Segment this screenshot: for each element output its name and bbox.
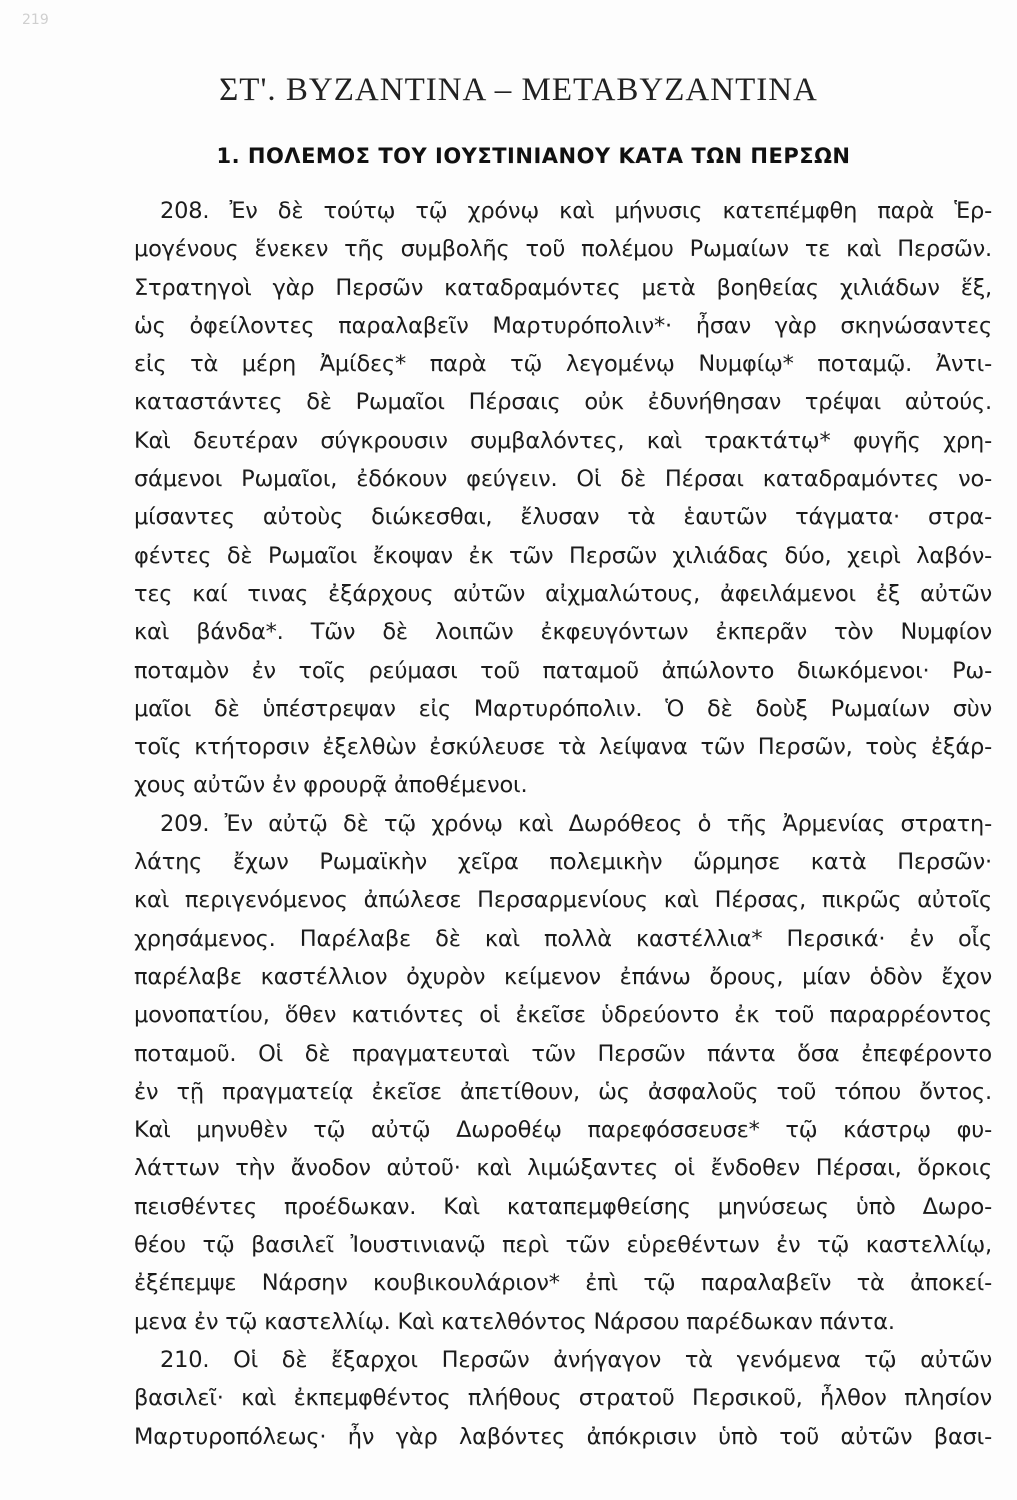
text-line: 210. Οἱ δὲ ἔξαρχοι Περσῶν ἀνήγαγον τὰ γενόμενα τῷ αὐτῶν	[160, 1346, 992, 1373]
text-line: χρησάμενος. Παρέλαβε δὲ καὶ πολλὰ καστέλλια* Περσικά· ἐν οἷς	[134, 925, 992, 952]
text-line: μογένους ἕνεκεν τῆς συμβολῆς τοῦ πολέμου Ρωμαίων τε καὶ Περσῶν.	[134, 236, 992, 263]
text-line: Μαρτυροπόλεως· ἦν γὰρ λαβόντες ἀπόκρισιν ὑπὸ τοῦ αὐτῶν βασι-	[134, 1423, 992, 1450]
text-line: μίσαντες αὐτοὺς διώκεσθαι, ἔλυσαν τὰ ἑαυτῶν τάγματα· στρα-	[134, 504, 992, 531]
text-line: τοῖς κτήτορσιν ἐξελθὼν ἐσκύλευσε τὰ λείψανα τῶν Περσῶν, τοὺς ἐξάρ-	[134, 734, 992, 761]
text-line: ὡς ὀφείλοντες παραλαβεῖν Μαρτυρόπολιν*· ἦσαν γὰρ σκηνώσαντες	[134, 312, 992, 339]
text-line: καταστάντες δὲ Ρωμαῖοι Πέρσαις οὐκ ἐδυνήθησαν τρέψαι αὐτούς.	[134, 389, 992, 416]
text-line: Καὶ δευτέραν σύγκρουσιν συμβαλόντες, καὶ τρακτάτῳ* φυγῆς χρη-	[134, 427, 992, 454]
paragraph-210	[134, 1341, 992, 1456]
text-line: λάττων τὴν ἄνοδον αὐτοῦ· καὶ λιμώξαντες οἱ ἔνδοθεν Πέρσαι, ὅρκοις	[134, 1155, 992, 1182]
paragraph-209	[134, 805, 992, 1341]
text-line: καὶ περιγενόμενος ἀπώλεσε Περσαρμενίους καὶ Πέρσας, πικρῶς αὐτοῖς	[134, 887, 992, 914]
text-line: πεισθέντες προέδωκαν. Καὶ καταπεμφθείσης μηνύσεως ὑπὸ Δωρο-	[134, 1193, 992, 1220]
text-line: φέντες δὲ Ρωμαῖοι ἔκοψαν ἐκ τῶν Περσῶν χιλιάδας δύο, χειρὶ λαβόν-	[134, 542, 992, 569]
text-line: 208. Ἐν δὲ τούτῳ τῷ χρόνῳ καὶ μήνυσις κατεπέμφθη παρὰ Ἑρ-	[160, 198, 992, 224]
page-number: 219	[22, 12, 49, 28]
text-line: χους αὐτῶν ἐν φρουρᾷ ἀποθέμενοι.	[134, 772, 528, 799]
text-line: σάμενοι Ρωμαῖοι, ἐδόκουν φεύγειν. Οἱ δὲ Πέρσαι καταδραμόντες νο-	[134, 466, 992, 493]
text-line: βασιλεῖ· καὶ ἐκπεμφθέντος πλήθους στρατοῦ Περσικοῦ, ἦλθον πλησίον	[134, 1385, 992, 1412]
body-text	[134, 192, 992, 1456]
text-line: ποταμοῦ. Οἱ δὲ πραγματευταὶ τῶν Περσῶν πάντα ὅσα ἐπεφέροντο	[134, 1040, 992, 1067]
text-line: ἐξέπεμψε Νάρσην κουβικουλάριον* ἐπὶ τῷ παραλαβεῖν τὰ ἀποκεί-	[134, 1270, 992, 1297]
text-line: μονοπατίου, ὅθεν κατιόντες οἱ ἐκεῖσε ὑδρεύοντο ἐκ τοῦ παραρρέοντος	[134, 1002, 992, 1029]
text-line: καὶ βάνδα*. Τῶν δὲ λοιπῶν ἐκφευγόντων ἐκπερᾶν τὸν Νυμφίον	[134, 619, 992, 646]
text-line: τες καί τινας ἐξάρχους αὐτῶν αἰχμαλώτους, ἀφειλάμενοι ἐξ αὐτῶν	[134, 580, 992, 607]
text-line: θέου τῷ βασιλεῖ Ἰουστινιανῷ περὶ τῶν εὑρεθέντων ἐν τῷ καστελλίῳ,	[134, 1232, 992, 1259]
text-line: ἐν τῇ πραγματείᾳ ἐκεῖσε ἀπετίθουν, ὡς ἀσφαλοῦς τοῦ τόπου ὄντος.	[134, 1078, 992, 1105]
section-title: ΣΤ'. ΒΥΖΑΝΤΙΝΑ – ΜΕΤΑΒΥΖΑΝΤΙΝΑ	[219, 72, 818, 108]
text-line: εἰς τὰ μέρη Ἀμίδες* παρὰ τῷ λεγομένῳ Νυμφίῳ* ποταμῷ. Ἀντι-	[134, 351, 992, 378]
text-line: λάτης ἔχων Ρωμαϊκὴν χεῖρα πολεμικὴν ὥρμησε κατὰ Περσῶν·	[134, 849, 992, 876]
text-line: μαῖοι δὲ ὑπέστρεψαν εἰς Μαρτυρόπολιν. Ὁ δὲ δοὺξ Ρωμαίων σὺν	[134, 695, 992, 722]
text-line: Στρατηγοὶ γὰρ Περσῶν καταδραμόντες μετὰ βοηθείας χιλιάδων ἕξ,	[134, 274, 992, 301]
text-line: μενα ἐν τῷ καστελλίῳ. Καὶ κατελθόντος Νάρσου παρέδωκαν πάντα.	[134, 1308, 895, 1335]
paragraph-208	[134, 192, 992, 805]
chapter-title: 1. ΠΟΛΕΜΟΣ ΤΟΥ ΙΟΥΣΤΙΝΙΑΝΟΥ ΚΑΤΑ ΤΩΝ ΠΕΡΣΩΝ	[216, 144, 851, 168]
text-line: Καὶ μηνυθὲν τῷ αὐτῷ Δωροθέῳ παρεφόσσευσε* τῷ κάστρῳ φυ-	[134, 1117, 992, 1144]
text-line: παρέλαβε καστέλλιον ὀχυρὸν κείμενον ἐπάνω ὄρους, μίαν ὁδὸν ἔχον	[134, 963, 992, 990]
text-line: ποταμὸν ἐν τοῖς ρεύμασι τοῦ παταμοῦ ἀπώλοντο διωκόμενοι· Ρω-	[134, 657, 992, 684]
text-line: 209. Ἐν αὐτῷ δὲ τῷ χρόνῳ καὶ Δωρόθεος ὁ τῆς Ἀρμενίας στρατη-	[160, 810, 992, 837]
